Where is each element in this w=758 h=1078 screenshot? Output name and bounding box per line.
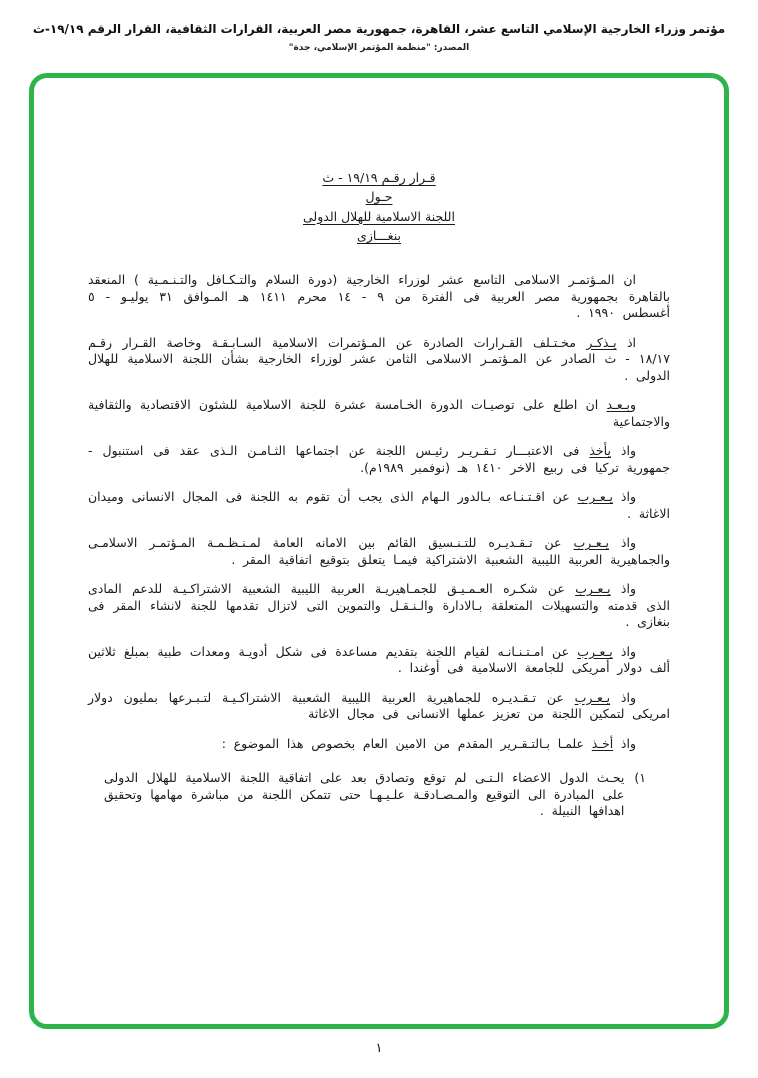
page-number: ١ bbox=[375, 1041, 383, 1056]
paragraph-thanks-libya bbox=[88, 581, 670, 631]
underlined-word: أخـذ bbox=[591, 735, 614, 751]
operative-item-1 bbox=[88, 770, 670, 820]
paragraph-text: اذ bbox=[616, 334, 636, 350]
underlined-word: يأخذ bbox=[589, 443, 611, 458]
item-number: ١) bbox=[634, 770, 646, 785]
underlined-word: بـعـد bbox=[606, 397, 630, 412]
resolution-title-block bbox=[88, 170, 670, 244]
paragraph-text: واذ bbox=[613, 735, 636, 751]
paragraph-text: واذ bbox=[610, 689, 636, 705]
city-name-line: بنغـــازى bbox=[357, 227, 401, 243]
paragraph-convinced bbox=[88, 489, 670, 522]
paragraph-text: واذ bbox=[613, 489, 636, 504]
resolution-number-line: قـرار رقـم ١٩/١٩ - ث bbox=[322, 170, 436, 185]
paragraph-text: عن امـتـنـانـه لقيام اللجنة بتقديم مساعدة فى شكل أدويـة ومعدات طبية بمبلغ ثلاثين ألف دولار أمريكى للجامعة الاسلامية فى أوغندا . bbox=[88, 643, 670, 675]
paragraph-text: ان المـؤتمـر الاسلامى التاسع عشر لوزراء الخارجية (دورة السلام والتـكـافل والتـنـمـية ) المنعقد بالقاهرة بجمهورية مصر العربية فى الفترة من ٩ - ١٤ محرم ١٤١١ هـ المـوافق ٣١ يوليـو - ٥ أغسطس ١٩٩٠ . bbox=[88, 272, 670, 320]
underlined-word: يـذكـر bbox=[586, 334, 617, 350]
paragraph-text: علمـا بـالتـقـرير المقدم من الامين العام بخصوص هذا الموضوع : bbox=[221, 735, 592, 751]
header-title: مؤتمر وزراء الخارجية الإسلامي التاسع عشر، القاهرة، جمهورية مصر العربية، القرارات الثقافية، القرار الرقم ١٩/١٩-ث bbox=[32, 22, 726, 36]
paragraph-text: واذ bbox=[608, 535, 636, 550]
committee-name-line: اللجنة الاسلامية للهلال الدولى bbox=[303, 208, 455, 224]
paragraph-noting-report bbox=[88, 736, 670, 753]
paragraph-text: واذ bbox=[610, 581, 636, 596]
underlined-word: يـعـرب bbox=[577, 643, 613, 659]
underlined-word: يـعـرب bbox=[574, 689, 611, 705]
green-border-frame bbox=[29, 73, 729, 1029]
document-body bbox=[88, 170, 670, 820]
header-source: المصدر: "منظمة المؤتمر الإسلامي، جدة" bbox=[288, 43, 470, 53]
paragraph-taking-into-account bbox=[88, 443, 670, 476]
paragraph-text: واذ bbox=[610, 443, 636, 458]
paragraph-having-reviewed bbox=[88, 397, 670, 430]
paragraph-text: عن اقـتـنـاعه بـالدور الـهام الذى يجب أن تقوم به اللجنة فى المجال الانسانى وميدان الاغاثة . bbox=[88, 489, 670, 521]
paragraph-text: واذ bbox=[612, 643, 636, 659]
underlined-word: يـعـرب bbox=[575, 581, 611, 596]
paragraph-text: فى الاعتبـــار تـقـريـر رئيـس اللجنة عن اجتماعها الثـامـن الـذى عقد فى استنبول - جمهورية تركيا فى ربيع الاخر ١٤١٠ هـ (نوفمبر ١٩٨٩م). bbox=[88, 443, 670, 475]
item-text: يحـث الدول الاعضاء الـتـى لم توقع وتصادق بعد على اتفاقية اللجنة الاسلامية للهلال الدولى على المبادرة الى التوقيع والمـصـادقـة علـيـهـا حتى تتمكن اللجنة من مباشرة مهامها وتحقيق اهدافها النبيلة . bbox=[104, 770, 625, 818]
paragraph-appreciation-coordination bbox=[88, 535, 670, 568]
document-header bbox=[0, 0, 758, 53]
underlined-word: يـعـرب bbox=[573, 535, 609, 550]
paragraph-text: ان اطلع على توصيـات الدورة الخـامسة عشرة للجنة الاسلامية للشئون الاقتصادية والثقافية والاجتماعية bbox=[88, 397, 670, 429]
underlined-word: يـعـرب bbox=[577, 489, 614, 504]
paragraph-gratitude-aid bbox=[88, 644, 670, 677]
paragraph-appreciation-donation bbox=[88, 690, 670, 723]
paragraph-recalling bbox=[88, 335, 670, 385]
paragraph-text: عن تـقـديـره للجماهيرية العربية الليبية الشعبية الاشتراكـيـة لتـبـرعها بمليون دولار امريكى لتمكين اللجنة من تعزيز عملها الانسانى فى مجال الاغاثة bbox=[88, 689, 670, 721]
paragraph-text: عن شكـره العـمـيـق للجمـاهيريـة العربية الليبية الشعبية الاشتراكـيـة للدعم المادى الذى قدمته والتسهيلات المتعلقة بـالادارة والـنـقـل والتموين التى لاتزال تقدمها للجنة لانشاء المقر فى بنغازى . bbox=[88, 581, 670, 629]
paragraph-preamble bbox=[88, 272, 670, 322]
paragraph-text: و bbox=[629, 397, 636, 412]
paragraph-text: عن تـقـديـره للتـنـسيق القائم بين الامانه العامة لمـنـظـمـة المـؤتمـر الاسلامـى والجماهيرية العربية الليبية الشعبية الاشتراكية فيمـا يتعلق بتوقيع اتفاقية المقر . bbox=[88, 535, 670, 567]
paragraph-text: مخـتـلف القـرارات الصادرة عن المـؤتمرات الاسلامية السـابـقـة وخاصة القـرار رقـم ١٨/١٧ - ث الصادر عن المـؤتمـر الاسلامى الثامن عشر لوزراء الخارجية بشأن اللجنة الاسلامية للهلال الدولى . bbox=[88, 334, 670, 383]
resolution-about-line: حـول bbox=[365, 189, 393, 205]
